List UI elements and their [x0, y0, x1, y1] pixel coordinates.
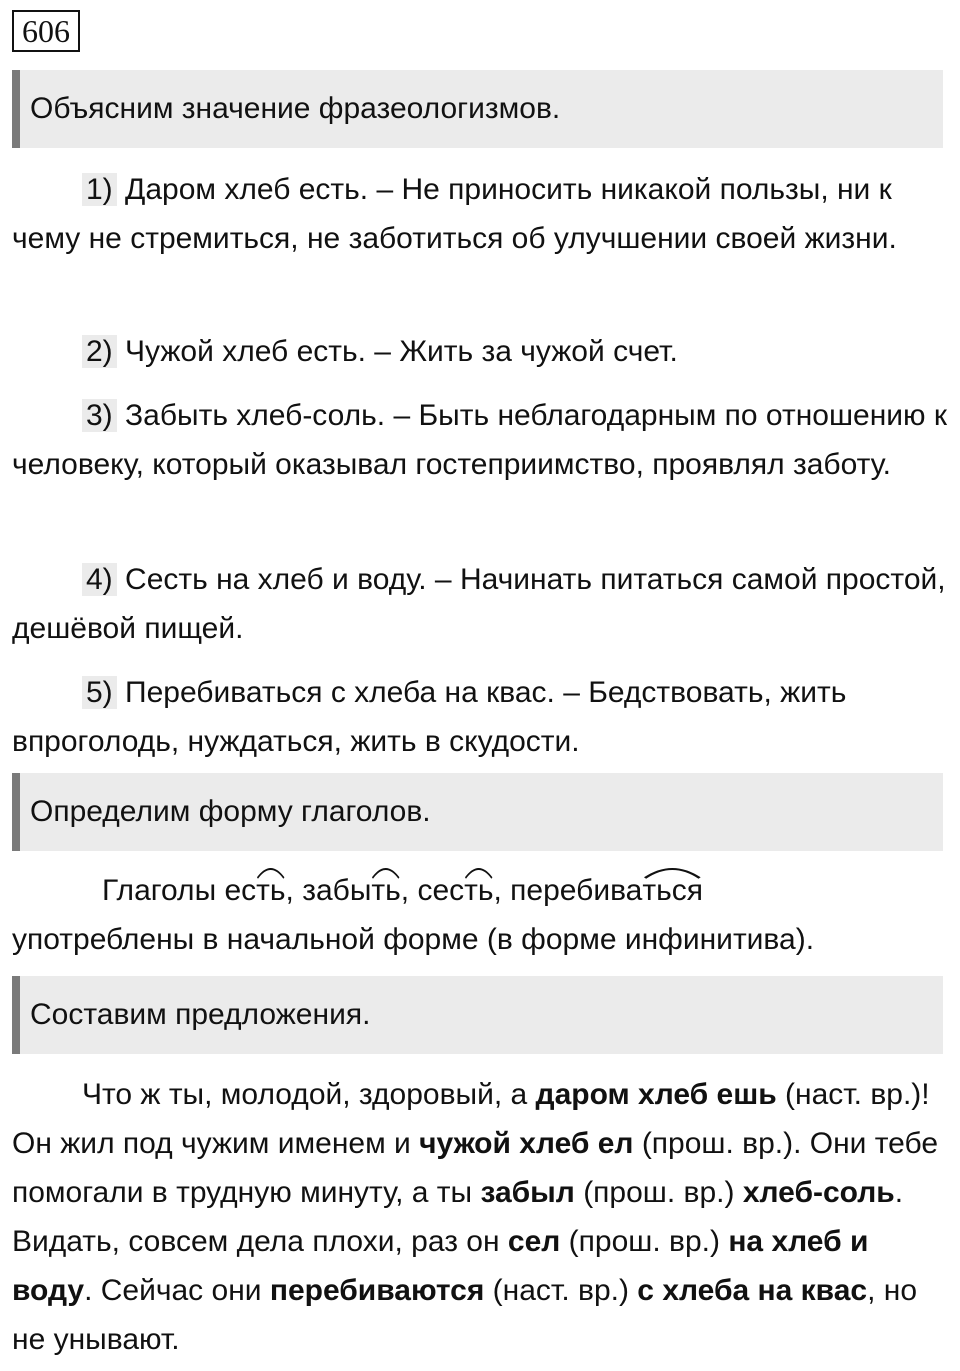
item-number: 5): [82, 676, 117, 709]
sentence-text: (прош. вр.): [560, 1225, 729, 1258]
suffix-arc-mark: ть: [464, 866, 493, 915]
sentence-text: Что ж ты, молодой, здоровый, а: [82, 1078, 536, 1111]
item-text: Чужой хлеб есть. – Жить за чужой счет.: [125, 335, 678, 368]
item-text: Даром хлеб есть. – Не приносить никакой пользы, ни к чему не стремиться, не заботиться об улучшении своей жизни.: [12, 173, 897, 255]
item-3: [12, 391, 952, 489]
section-heading-sentences: Составим предложения.: [12, 976, 943, 1054]
sentence-text: (наст. вр.): [484, 1274, 638, 1307]
sentence-text: (наст. вр.)! Он жил под чужим именем и: [12, 1078, 930, 1160]
verb-est: ес ть: [224, 874, 285, 907]
item-2: [12, 327, 952, 376]
suffix-arc-mark: ть: [371, 866, 400, 915]
phraseologism: хлеб-соль: [742, 1176, 895, 1209]
phraseologism: перебиваются: [269, 1274, 485, 1307]
item-4: [12, 555, 952, 653]
suffix-arc-mark: ться: [642, 866, 703, 915]
item-number: 4): [82, 563, 117, 596]
sentence-text: (прош. вр.): [574, 1176, 743, 1209]
sentence-text: . Сейчас они: [84, 1274, 270, 1307]
verb-sest: сес ть: [417, 874, 493, 907]
item-number: 2): [82, 335, 117, 368]
verbs-line: Глаголы ес ть, забы ть, сес ть, перебива ться: [102, 866, 703, 915]
verbs-conclusion: употреблены в начальной форме (в форме инфинитива).: [12, 923, 815, 956]
verb-zabyt: забы ть: [302, 874, 401, 907]
item-1: [12, 165, 952, 263]
task-number: 606: [12, 10, 80, 52]
section-heading-verb-form: Определим форму глаголов.: [12, 773, 943, 851]
item-text: Сесть на хлеб и воду. – Начинать питаться самой простой, дешёвой пищей.: [12, 563, 946, 645]
phraseologism: даром хлеб ешь: [535, 1078, 777, 1111]
sentence-text: , но не унывают.: [12, 1274, 917, 1356]
sentence-text: (прош. вр.). Они тебе помогали в трудную минуту, а ты: [12, 1127, 939, 1209]
section-heading-meanings: Объясним значение фразеологизмов.: [12, 70, 943, 148]
item-text: Забыть хлеб-соль. – Быть неблагодарным по отношению к человеку, который оказывал гостеприимство, проявлял заботу.: [12, 399, 947, 481]
phraseologism: на хлеб и воду: [12, 1225, 869, 1307]
phraseologism: забыл: [480, 1176, 575, 1209]
suffix-arc-mark: ть: [256, 866, 285, 915]
item-text: Перебиваться с хлеба на квас. – Бедствовать, жить впроголодь, нуждаться, жить в скудости.: [12, 676, 847, 758]
item-number: 3): [82, 399, 117, 432]
sentences-paragraph: [12, 1070, 952, 1364]
item-number: 1): [82, 173, 117, 206]
verb-perebivatsya: перебива ться: [510, 874, 703, 907]
phraseologism: с хлеба на квас: [637, 1274, 868, 1307]
phraseologism: сел: [507, 1225, 561, 1258]
item-5: [12, 668, 952, 766]
sentence-text: . Видать, совсем дела плохи, раз он: [12, 1176, 904, 1258]
verbs-prefix: Глаголы: [102, 874, 225, 907]
phraseologism: чужой хлеб ел: [419, 1127, 634, 1160]
